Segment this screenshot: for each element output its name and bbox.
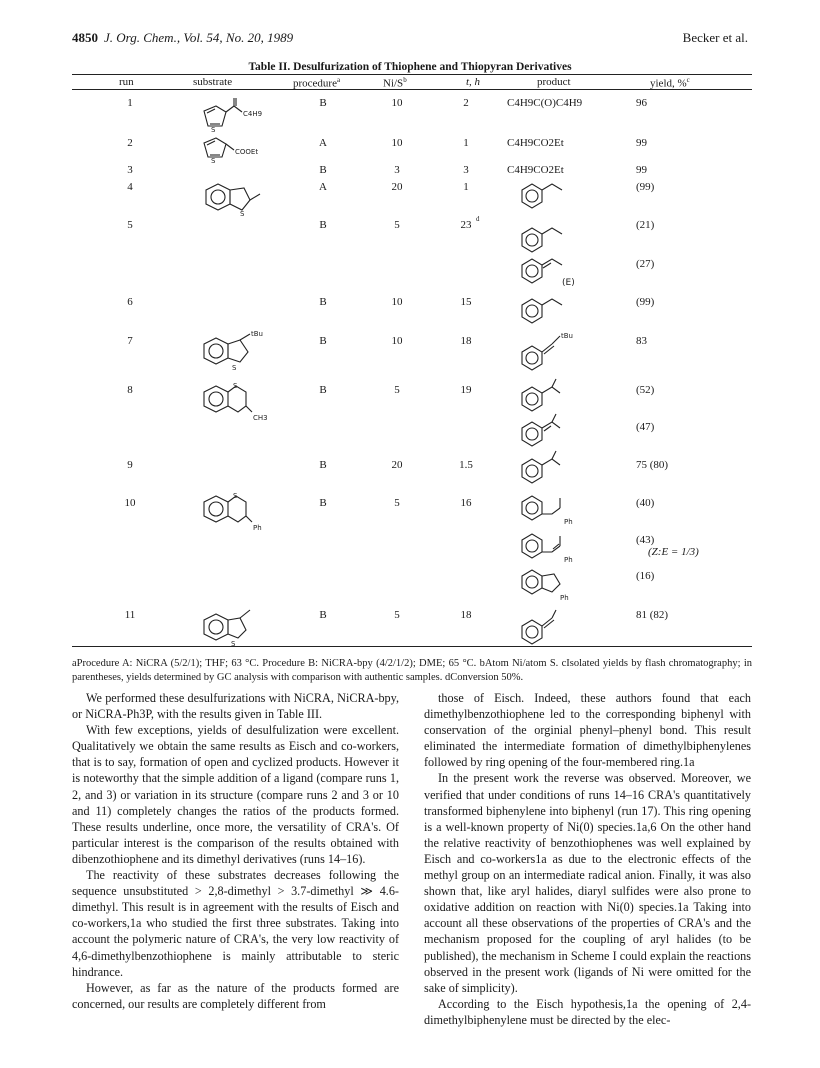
substrate-2-methylbenzothiophene (198, 180, 280, 218)
product-isopropenylbenzene (518, 610, 578, 646)
cell-yield: 81 (82) (636, 609, 669, 621)
cell-run: 10 (124, 497, 136, 509)
cell-run: 4 (127, 181, 133, 193)
paragraph: According to the Eisch hypothesis,1a the opening of 2,4-dimethylbiphenylene must be directed by the elec- (424, 996, 751, 1027)
cell-t: 18 (460, 335, 472, 347)
cell-procedure: A (319, 181, 327, 193)
cell-product: C4H9CO2Et (507, 137, 564, 149)
col-header-ni-s: $Ni/S^b$ (383, 76, 407, 90)
cell-ni-s: 20 (391, 181, 403, 193)
product-label-ph-1: Ph (564, 518, 573, 526)
product-label-tbu: tBu (561, 332, 573, 340)
cell-run: 5 (127, 219, 133, 231)
cell-procedure: B (319, 164, 327, 176)
cell-t: 1 (463, 137, 469, 149)
product-tbutylstyrene (518, 332, 588, 378)
cell-procedure: A (319, 137, 327, 149)
product-e-propenylbenzene (518, 255, 588, 293)
substrate-label-ch3: CH3 (253, 414, 268, 422)
cell-yield: (16) (636, 570, 655, 582)
cell-t: 18 (460, 609, 472, 621)
paragraph: We performed these desulfurizations with NiCRA, NiCRA-bpy, or NiCRA-Ph3P, with the results given in Table III. (72, 691, 399, 722)
cell-run: 7 (127, 335, 133, 347)
time-footnote-mark: d (476, 215, 480, 223)
cell-yield: 99 (636, 164, 647, 176)
cell-ni-s: 5 (394, 609, 400, 621)
product-stereo-label: (E) (562, 278, 575, 288)
svg-text:S: S (211, 126, 216, 134)
cell-t: 1.5 (459, 459, 473, 471)
running-header-left (72, 30, 293, 46)
cell-yield: 99 (636, 137, 647, 149)
body-column-left (72, 690, 399, 1012)
cell-ni-s: 10 (391, 137, 403, 149)
table-footnote: aProcedure A: NiCRA (5/2/1); THF; 63 °C. Procedure B: NiCRA-bpy (4/2/1/2); DME; 65 °C. bAtom Ni/atom S. cIsolated yields by flash chromatography; in parentheses, yields determined by GC analysis with comparison with authentic samples. dConversion 50%. (72, 658, 752, 683)
svg-text:S: S (240, 210, 245, 218)
substrate-2-butanoylthiophene (198, 96, 268, 134)
col-header-run: run (119, 76, 134, 88)
cell-ni-s: 5 (394, 219, 400, 231)
substrate-ethyl-thiophenecarboxylate (198, 137, 278, 163)
cell-yield: (40) (636, 497, 655, 509)
cell-t: 1 (463, 181, 469, 193)
table-bottom-rule (72, 646, 752, 647)
paragraph: With few exceptions, yields of desulfulization were excellent. Qualitatively we obtain the same results as Eisch and co-workers, that is to say, formation of open and cyclized products. However it is noteworthy that the simple addition of a ligand (compare runs 1, 2, and 3) or variation in its structure (compare runs 2 and 3 or 10 and 11) completely changes the ratios of the products formed. These results underline, once more, the versatility of CRA's. Of particular interest is the comparison of the results obtained with dibenzothiophene and its dimethyl derivatives (runs 14–16). (72, 723, 399, 866)
cell-procedure: B (319, 219, 327, 231)
col-header-procedure: procedure$^a$ (293, 76, 341, 90)
product-phenylbutenylbenzene (518, 530, 588, 566)
product-propylbenzene-run6 (518, 295, 578, 325)
cell-yield: (27) (636, 258, 655, 270)
product-methylpropenylbenzene (518, 418, 578, 448)
cell-run: 6 (127, 296, 133, 308)
svg-text:S: S (232, 364, 237, 372)
substrate-label-ph: Ph (253, 524, 262, 532)
cell-t: 3 (463, 164, 469, 176)
col-header-product: product (537, 76, 571, 88)
cell-ni-s: 5 (394, 384, 400, 396)
cell-yield: (99) (636, 181, 655, 193)
cell-ni-s: 20 (391, 459, 403, 471)
svg-text:S: S (211, 157, 216, 165)
paragraph: those of Eisch. Indeed, these authors found that each dimethylbenzothiophene led to the corresponding biphenyl with conservation of the orginial phenyl–phenyl bond. This result eliminated the intermediate formation of dimethylbiphenylenes followed by ring opening of the four-membered ring.1a (424, 691, 751, 770)
running-header-authors: Becker et al. (682, 30, 748, 45)
cell-t: 23 (460, 219, 472, 231)
cell-ni-s: 5 (394, 497, 400, 509)
cell-ni-s: 10 (391, 296, 403, 308)
substrate-3-phenylbenzothiopyran (196, 488, 278, 534)
cell-run: 11 (124, 609, 136, 621)
table-top-rule (72, 74, 752, 75)
page-number: 4850 (72, 30, 98, 45)
journal-citation: J. Org. Chem., Vol. 54, No. 20, 1989 (104, 30, 294, 45)
paragraph: However, as far as the nature of the products formed are concerned, our results are completely different from (72, 980, 399, 1011)
paragraph: The reactivity of these substrates decreases following the sequence unsubstituted > 2,8-dimethyl > 3.7-dimethyl ≫ 4.6-dimethyl. This result is in agreement with the results of Eisch and co-workers,1a who studied the first three substrates. Taking into account the polymeric nature of CRA's, the very low reactivity of 4,6-dimethylbenzothiophene is mainly attributable to steric hindrance. (72, 868, 399, 979)
svg-text:S: S (233, 382, 238, 390)
cell-ni-s: 10 (391, 97, 403, 109)
cell-procedure: B (319, 97, 327, 109)
col-header-yield: yield, %$^c$ (650, 76, 690, 90)
col-header-time: t, h (466, 76, 481, 88)
substrate-3-methylbenzothiophene (196, 608, 278, 648)
substrate-label-cooet: COOEt (235, 148, 259, 156)
product-propylbenzene (518, 180, 578, 210)
product-label-ph-3: Ph (560, 594, 569, 602)
cell-yield: (52) (636, 384, 655, 396)
product-indane-ph-1 (518, 492, 588, 528)
cell-procedure: B (319, 384, 327, 396)
substrate-3-tbutylbenzothiophene (196, 330, 278, 372)
body-column-right (424, 690, 751, 1028)
cell-procedure: B (319, 459, 327, 471)
cell-procedure: B (319, 497, 327, 509)
cell-yield: 96 (636, 97, 647, 109)
product-propylbenzene-run5 (518, 224, 578, 254)
cell-t: 19 (460, 384, 472, 396)
table-title: Table II. Desulfurization of Thiophene and Thiopyran Derivatives (248, 61, 572, 73)
cell-run: 9 (127, 459, 133, 471)
substrate-label-tbu: tBu (251, 330, 263, 338)
svg-text:S: S (233, 492, 238, 500)
cell-ni-s: 10 (391, 335, 403, 347)
cell-t: 16 (460, 497, 472, 509)
product-phenylindane (518, 566, 588, 602)
col-header-substrate: substrate (193, 76, 233, 88)
cell-yield: 75 (80) (636, 459, 669, 471)
cell-ni-s: 3 (394, 164, 400, 176)
svg-text:S: S (231, 640, 236, 648)
cell-procedure: B (319, 335, 327, 347)
paragraph: In the present work the reverse was observed. Moreover, we verified that under conditions of runs 14–16 CRA's quantitatively transformed biphenylene into biphenyl (run 17). This ring opening is a well-known property of Ni(0) species.1a,6 On the other hand the relative reactivity of benzothiophenes was well explained by Eisch and co-workers1a as due to the electronic effects of the methyl group on an intermediate radical anion. Finally, it was also shown that, like aryl halides, diaryl sulfides were also prone to oxidative addition on reaction with Ni(0) species.1a Taking into account all these observations of the properties of CRA's and the mechanism proposed for the coupling of aryl halides (to be published), the mechanism in Scheme I could explain the reactions observed in the present work (ligands of Ni were omitted for the sake of simplicity). (424, 771, 751, 995)
cell-product: C4H9CO2Et (507, 164, 564, 176)
cell-yield: 83 (636, 335, 647, 347)
cell-yield: (43) (636, 534, 655, 546)
cell-procedure: B (319, 296, 327, 308)
cell-run: 3 (127, 164, 133, 176)
cell-t: 15 (460, 296, 472, 308)
cell-yield: (99) (636, 296, 655, 308)
product-isobutylbenzene-run9 (518, 455, 578, 485)
product-isobutylbenzene (518, 383, 578, 413)
cell-run: 1 (127, 97, 133, 109)
cell-product: C4H9C(O)C4H9 (507, 97, 583, 109)
cell-t: 2 (463, 97, 469, 109)
cell-yield: (47) (636, 421, 655, 433)
cell-run: 8 (127, 384, 133, 396)
cell-procedure: B (319, 609, 327, 621)
product-label-ph-2: Ph (564, 556, 573, 564)
cell-run: 2 (127, 137, 133, 149)
cell-yield: (21) (636, 219, 655, 231)
substrate-label-c4h9: C4H9 (243, 110, 263, 118)
substrate-3-methylbenzothiopyran (196, 378, 278, 424)
cell-yield-note: (Z:E = 1/3) (648, 546, 699, 558)
